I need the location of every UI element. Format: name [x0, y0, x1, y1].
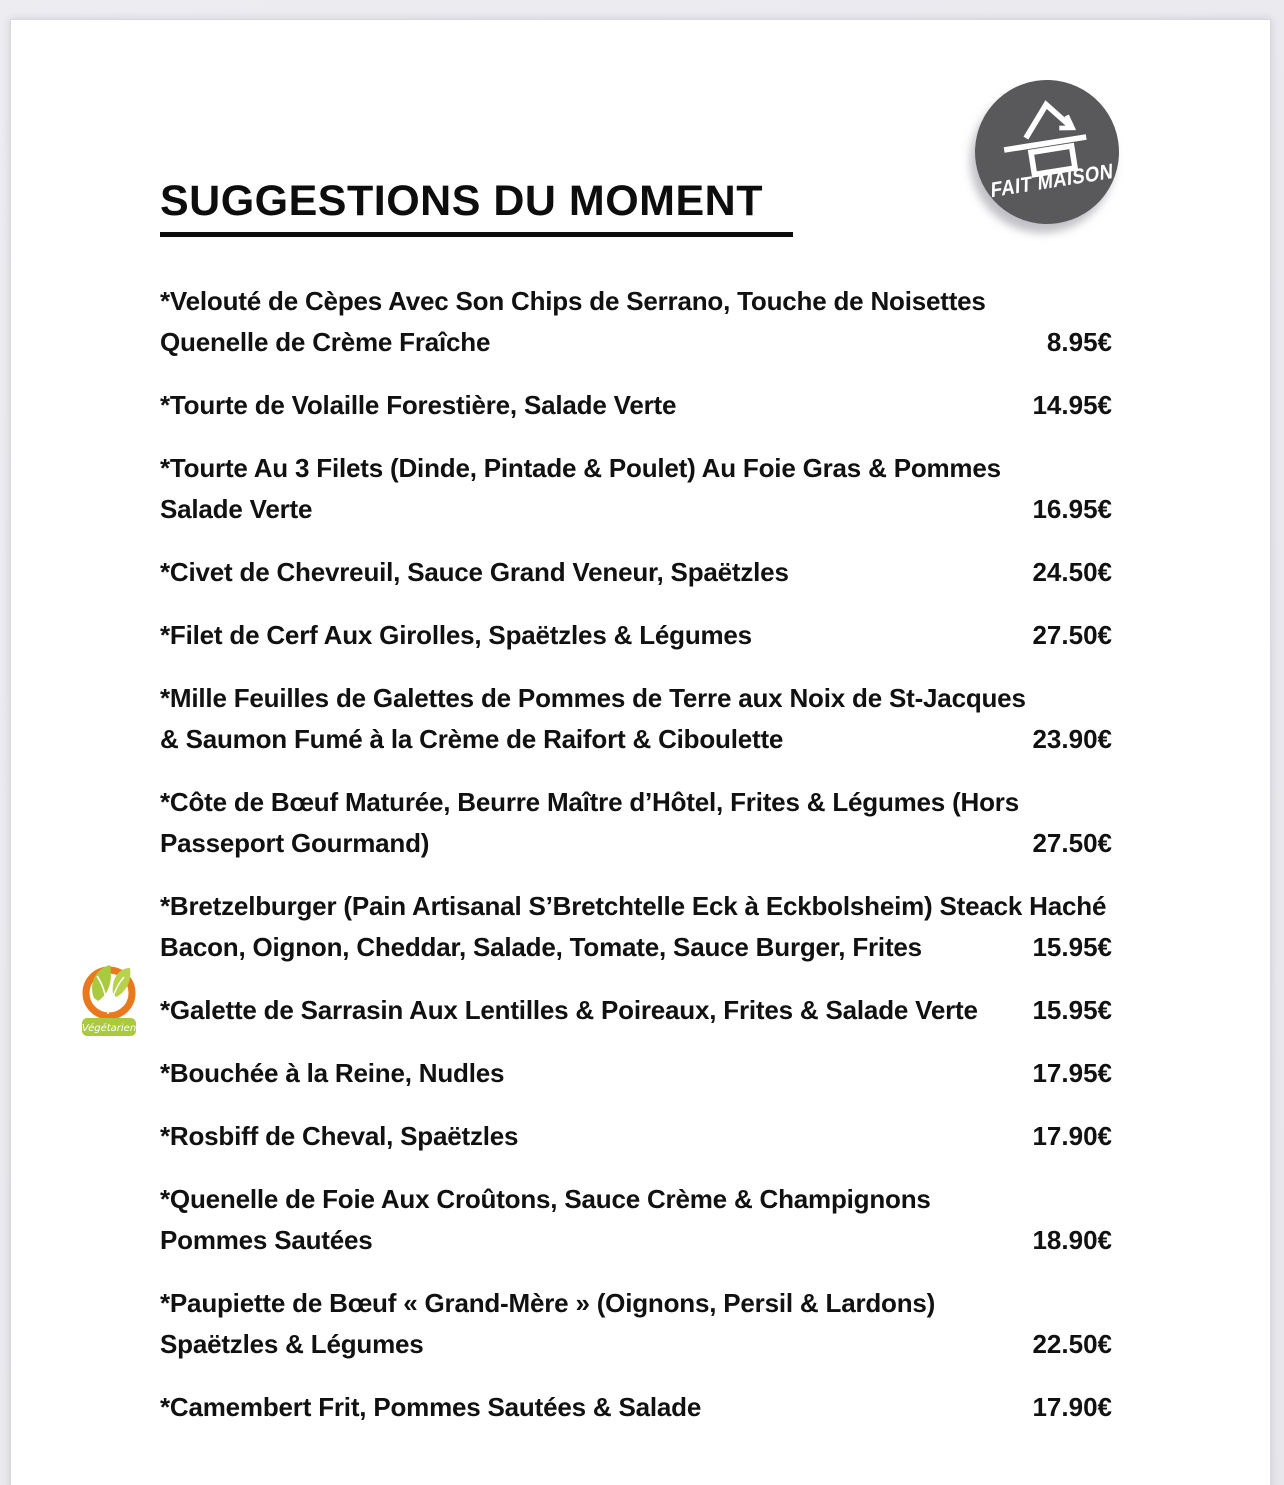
menu-item-text: *Tourte de Volaille Forestière, Salade Verte [160, 390, 677, 421]
menu-item [160, 385, 1112, 426]
vegetarian-icon [80, 956, 138, 1042]
menu-item-line [160, 678, 1112, 719]
menu-item-price: 24.50€ [1018, 552, 1112, 593]
menu-item-price: 15.95€ [1018, 927, 1112, 968]
menu-item-price: 27.50€ [1018, 615, 1112, 656]
menu-item-line [160, 448, 1112, 489]
menu-item-line [160, 615, 1112, 656]
menu-item [160, 782, 1112, 864]
menu-item-text: *Camembert Frit, Pommes Sautées & Salade [160, 1392, 702, 1423]
menu-item-line [160, 823, 1112, 864]
menu-item-line [160, 281, 1112, 322]
menu-item-line [160, 927, 1112, 968]
menu-item-price: 17.90€ [1018, 1116, 1112, 1157]
menu-item-price: 15.95€ [1018, 990, 1112, 1031]
fait-maison-label: FAIT MAISON [990, 159, 1114, 203]
menu-item [160, 448, 1112, 530]
menu-item [160, 1116, 1112, 1157]
menu-item-line [160, 719, 1112, 760]
menu-item-price: 22.50€ [1018, 1324, 1112, 1365]
menu-item-text: *Paupiette de Bœuf « Grand-Mère » (Oignons, Persil & Lardons) [160, 1288, 936, 1319]
menu-item-text: *Galette de Sarrasin Aux Lentilles & Poireaux, Frites & Salade Verte [160, 995, 978, 1026]
menu-item-price: 17.95€ [1018, 1053, 1112, 1094]
menu-item-text: Salade Verte [160, 494, 313, 525]
menu-item-text: Passeport Gourmand) [160, 828, 430, 859]
menu-item-price: 18.90€ [1018, 1220, 1112, 1261]
menu-item-line [160, 1387, 1112, 1428]
menu-item-line [160, 1116, 1112, 1157]
menu-item-text: *Tourte Au 3 Filets (Dinde, Pintade & Poulet) Au Foie Gras & Pommes [160, 453, 1001, 484]
menu-item [160, 886, 1112, 968]
menu-item-price: 14.95€ [1018, 385, 1112, 426]
menu-item-text: Pommes Sautées [160, 1225, 373, 1256]
menu-page [10, 19, 1271, 1485]
page-title: SUGGESTIONS DU MOMENT [160, 178, 793, 237]
menu-item-line [160, 1179, 1112, 1220]
menu-item [160, 552, 1112, 593]
menu-item-line [160, 782, 1112, 823]
menu-item [160, 1387, 1112, 1428]
menu-item [160, 1179, 1112, 1261]
menu-item-text: Spaëtzles & Légumes [160, 1329, 424, 1360]
menu-item-line [160, 322, 1112, 363]
menu-item-price: 23.90€ [1018, 719, 1112, 760]
menu-item [160, 1283, 1112, 1365]
menu-item-text: *Mille Feuilles de Galettes de Pommes de Terre aux Noix de St-Jacques [160, 683, 1026, 714]
menu-item-line [160, 886, 1112, 927]
menu-item-price: 17.90€ [1018, 1387, 1112, 1428]
menu-item-text: *Côte de Bœuf Maturée, Beurre Maître d’Hôtel, Frites & Légumes (Hors [160, 787, 1019, 818]
menu-item-text: *Civet de Chevreuil, Sauce Grand Veneur, Spaëtzles [160, 557, 789, 588]
menu-item-price: 8.95€ [1033, 322, 1112, 363]
menu-item [160, 281, 1112, 363]
menu-item [160, 678, 1112, 760]
menu-item-text: *Rosbiff de Cheval, Spaëtzles [160, 1121, 519, 1152]
menu-item-text: & Saumon Fumé à la Crème de Raifort & Ciboulette [160, 724, 784, 755]
menu-item-text: *Quenelle de Foie Aux Croûtons, Sauce Crème & Champignons [160, 1184, 931, 1215]
menu-item-text: Bacon, Oignon, Cheddar, Salade, Tomate, Sauce Burger, Frites [160, 932, 922, 963]
menu-item-text: Quenelle de Crème Fraîche [160, 327, 491, 358]
menu-item-line [160, 1324, 1112, 1365]
menu-item [81, 990, 1112, 1035]
menu-item-line [160, 552, 1112, 593]
menu-item-line [160, 990, 1112, 1031]
menu-list [81, 281, 1112, 1428]
menu-item-text: *Bretzelburger (Pain Artisanal S’Bretchtelle Eck à Eckbolsheim) Steack Haché [160, 891, 1107, 922]
menu-item-line [160, 1283, 1112, 1324]
menu-item-price: 16.95€ [1018, 489, 1112, 530]
menu-item-text: *Filet de Cerf Aux Girolles, Spaëtzles & Légumes [160, 620, 752, 651]
menu-item-price: 27.50€ [1018, 823, 1112, 864]
vegetarian-label: Végétarien [81, 1023, 137, 1035]
menu-item [160, 1053, 1112, 1094]
menu-item-text: *Velouté de Cèpes Avec Son Chips de Serrano, Touche de Noisettes [160, 286, 986, 317]
menu-item-text: *Bouchée à la Reine, Nudles [160, 1058, 505, 1089]
menu-item [160, 615, 1112, 656]
menu-item-line [160, 385, 1112, 426]
menu-item-line [160, 489, 1112, 530]
menu-item-line [160, 1053, 1112, 1094]
menu-content [81, 20, 1112, 1450]
title-wrap [160, 178, 1112, 237]
menu-item-line [160, 1220, 1112, 1261]
